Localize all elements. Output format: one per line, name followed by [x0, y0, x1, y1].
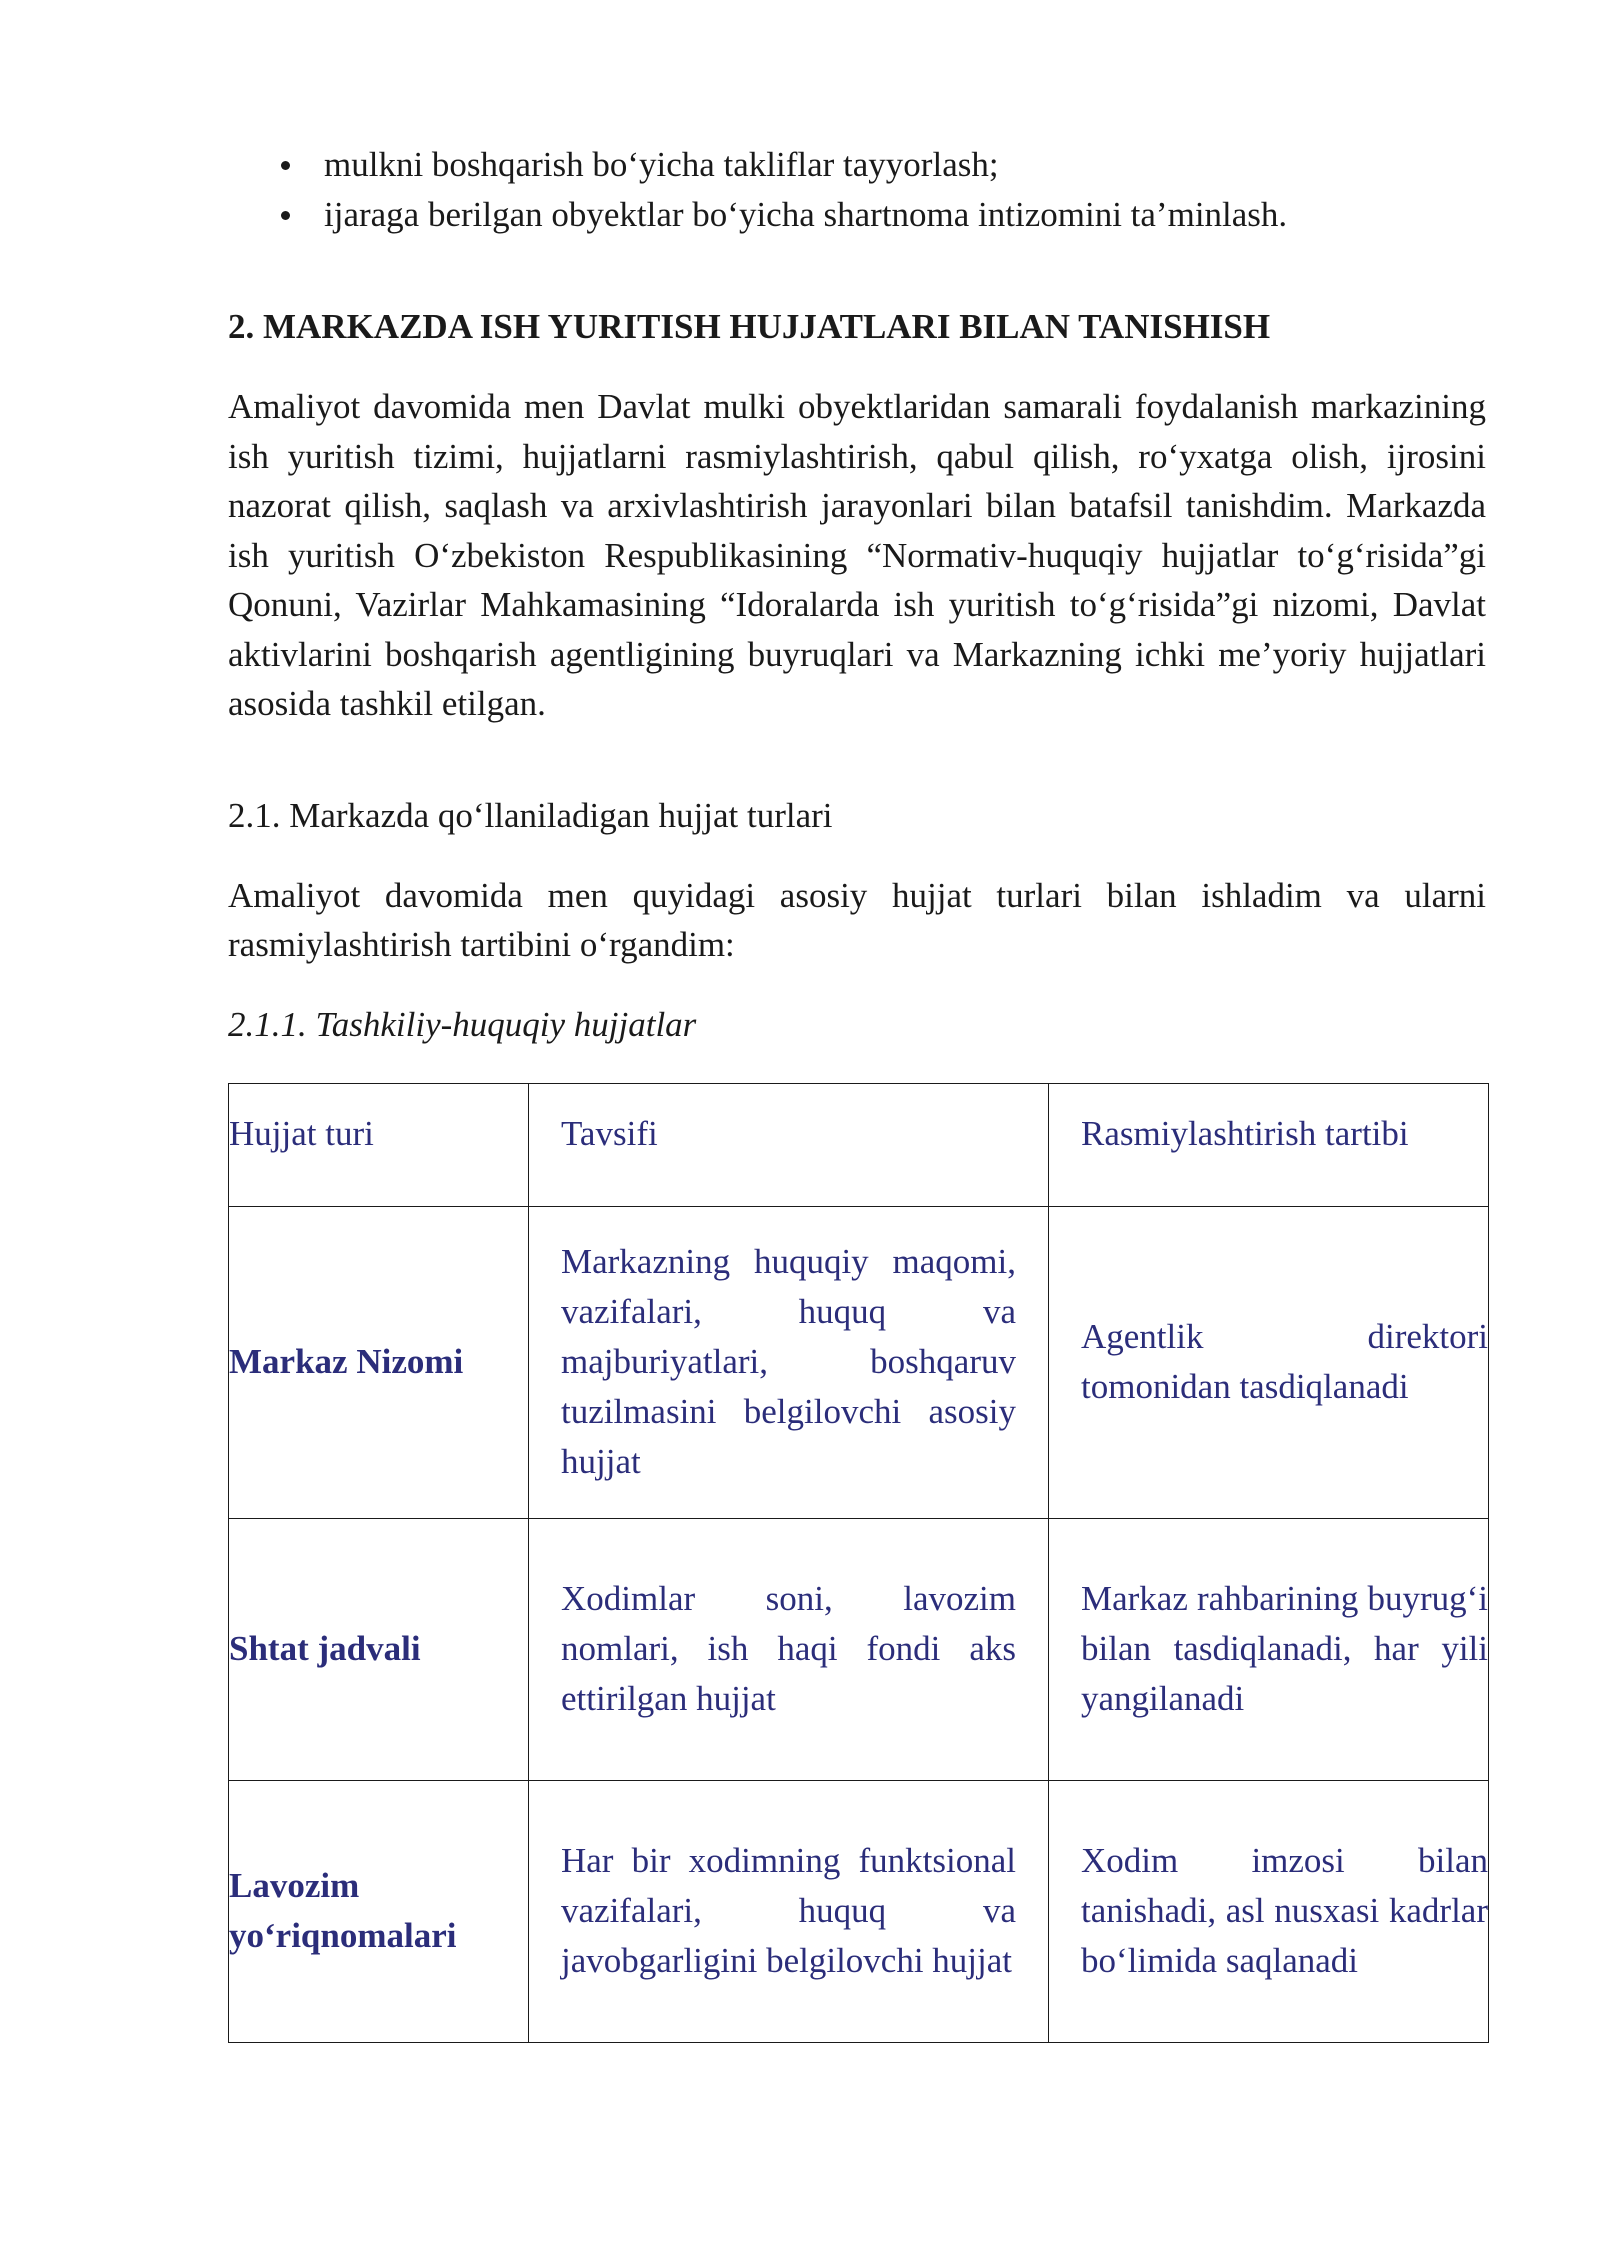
document-page: [228, 140, 1486, 2043]
bullet-item: mulkni boshqarish bo‘yicha takliflar tayyorlash;: [324, 140, 1486, 190]
cell-document-type: Markaz Nizomi: [229, 1206, 529, 1518]
subsection-paragraph: Amaliyot davomida men quyidagi asosiy hujjat turlari bilan ishladim va ularni rasmiylashtirish tartibini o‘rgandim:: [228, 875, 1486, 964]
bullet-item: ijaraga berilgan obyektlar bo‘yicha shartnoma intizomini ta’minlash.: [324, 190, 1486, 240]
cell-description: Har bir xodimning funktsional vazifalari, huquq va javobgarligini belgilovchi hujjat: [529, 1780, 1049, 2042]
table-header-row: [229, 1083, 1489, 1206]
header-document-type: Hujjat turi: [229, 1083, 529, 1206]
cell-procedure: Agentlik direktori tomonidan tasdiqlanadi: [1049, 1206, 1489, 1518]
document-types-table: [228, 1083, 1489, 2043]
table-row: [229, 1518, 1489, 1780]
bullet-list: [228, 140, 1486, 240]
cell-document-type: Lavozim yo‘riqnomalari: [229, 1780, 529, 2042]
table-row: [229, 1206, 1489, 1518]
header-procedure: Rasmiylashtirish tartibi: [1049, 1083, 1489, 1206]
section-heading: 2. MARKAZDA ISH YURITISH HUJJATLARI BILAN TANISHISH: [228, 307, 1271, 346]
cell-description: Xodimlar soni, lavozim nomlari, ish haqi fondi aks ettirilgan hujjat: [529, 1518, 1049, 1780]
cell-procedure: Xodim imzosi bilan tanishadi, asl nusxasi kadrlar bo‘limida saqlanadi: [1049, 1780, 1489, 2042]
cell-document-type: Shtat jadvali: [229, 1518, 529, 1780]
table-row: [229, 1780, 1489, 2042]
subsubsection-heading: 2.1.1. Tashkiliy-huquqiy hujjatlar: [228, 1004, 697, 1044]
header-description: Tavsifi: [529, 1083, 1049, 1206]
intro-paragraph: Amaliyot davomida men Davlat mulki obyektlaridan samarali foydalanish markazining ish yuritish tizimi, hujjatlarni rasmiylashtirish, qabul qilish, ro‘yxatga olish, ijrosini nazorat qilish, saqlash va arxivlashtirish jarayonlari bilan batafsil tanishdim. Markazda ish yuritish O‘zbekiston Respublikasining “Normativ-huquqiy hujjatlar to‘g‘risida”gi Qonuni, Vazirlar Mahkamasining “Idoralarda ish yuritish to‘g‘risida”gi nizomi, Davlat aktivlarini boshqarish agentligining buyruqlari va Markazning ichki me’yoriy hujjatlari asosida tashkil etilgan.: [228, 387, 1486, 723]
cell-description: Markazning huquqiy maqomi, vazifalari, huquq va majburiyatlari, boshqaruv tuzilmasini belgilovchi asosiy hujjat: [529, 1206, 1049, 1518]
subsection-heading: 2.1. Markazda qo‘llaniladigan hujjat turlari: [228, 795, 833, 835]
cell-procedure: Markaz rahbarining buyrug‘i bilan tasdiqlanadi, har yili yangilanadi: [1049, 1518, 1489, 1780]
